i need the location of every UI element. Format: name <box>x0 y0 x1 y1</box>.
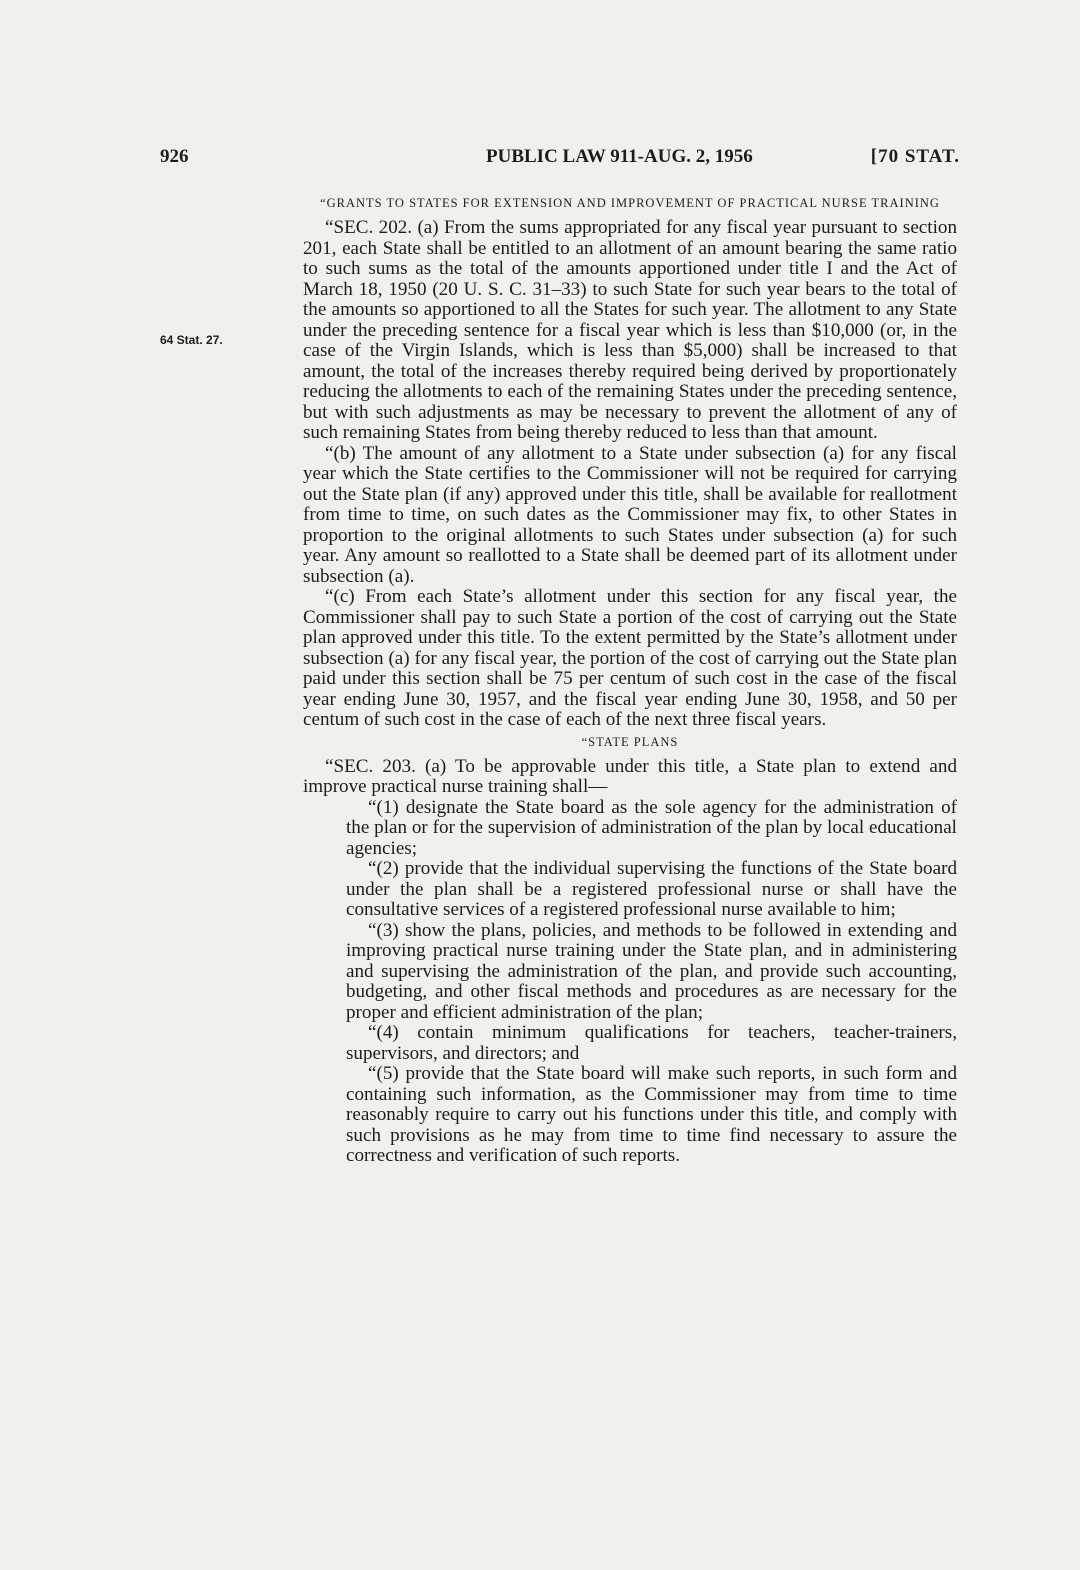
sec-202-a: “SEC. 202. (a) From the sums appropriated for any fiscal year pursuant to section 201, each State shall be entitled to an allotment of an amount bearing the same ratio to such sums as the total of the amounts apportioned under title I and the Act of March 18, 1950 (20 U. S. C. 31–33) to such State for such year bears to the total of the amounts so apportioned to all the States for such year. The allotment to any State under the preceding sentence for a fiscal year which is less than $10,000 (or, in the case of the Virgin Islands, which is less than $5,000) shall be increased to that amount, the total of the increases thereby required being derived by proportionately reducing the allotments to each of the remaining States under the preceding sentence, but with such adjustments as may be necessary to prevent the allotment of any of such remaining States from being thereby reduced to less than that amount. <box>303 217 957 443</box>
header-title: PUBLIC LAW 911-AUG. 2, 1956 <box>486 146 753 167</box>
body-text <box>303 194 957 1167</box>
section-heading-grants: “GRANTS TO STATES FOR EXTENSION AND IMPROVEMENT OF PRACTICAL NURSE TRAINING <box>320 196 940 210</box>
list-item <box>346 798 957 860</box>
item-3: “(3) show the plans, policies, and methods to be followed in extending and improving practical nurse training under the State plan, and in administering and supervising the administration of the plan, and provide such accounting, budgeting, and other fiscal methods and procedures as are necessary for the proper and efficient administration of the plan; <box>346 919 957 1023</box>
sec-202-c: “(c) From each State’s allotment under this section for any fiscal year, the Commissioner shall pay to such State a portion of the cost of carrying out the State plan approved under this title. To the extent permitted by the State’s allotment under subsection (a) for any fiscal year, the portion of the cost of carrying out the State plan paid under this section shall be 75 per centum of such cost in the case of the fiscal year ending June 30, 1957, and the fiscal year ending June 30, 1958, and 50 per centum of such cost in the case of each of the next three fiscal years. <box>303 586 957 730</box>
list-item <box>346 921 957 1024</box>
sec-202-b: “(b) The amount of any allotment to a State under subsection (a) for any fiscal year which the State certifies to the Commissioner will not be required for carrying out the State plan (if any) approved under this title, shall be available for reallotment from time to time, on such dates as the Commissioner may fix, to other States in proportion to the original allotments to such States under subsection (a) for such year. Any amount so reallotted to a State shall be deemed part of its allotment under subsection (a). <box>303 442 957 587</box>
sec-203-a: “SEC. 203. (a) To be approvable under this title, a State plan to extend and improve practical nurse training shall— <box>303 755 957 797</box>
page-header <box>160 146 960 174</box>
section-heading-state-plans: “STATE PLANS <box>581 734 679 749</box>
page-number: 926 <box>160 146 189 167</box>
list-item <box>346 1064 957 1167</box>
list-item <box>346 859 957 921</box>
volume-reference: [70 STAT. <box>870 146 960 167</box>
item-4: “(4) contain minimum qualifications for teachers, teacher-trainers, supervisors, and directors; and <box>346 1022 957 1064</box>
item-1: “(1) designate the State board as the sole agency for the administration of the plan or for the supervision of administration of the plan by local educational agencies; <box>346 796 957 859</box>
list-item <box>346 1023 957 1064</box>
item-2: “(2) provide that the individual supervising the functions of the State board under the plan shall be a registered professional nurse or shall have the consultative services of a registered professional nurse available to him; <box>346 858 957 920</box>
margin-citation: 64 Stat. 27. <box>160 333 223 347</box>
item-5: “(5) provide that the State board will make such reports, in such form and containing such information, as the Commissioner may from time to time reasonably require to carry out his functions under this title, and comply with such provisions as he may from time to time find necessary to assure the correctness and verification of such reports. <box>346 1063 957 1166</box>
